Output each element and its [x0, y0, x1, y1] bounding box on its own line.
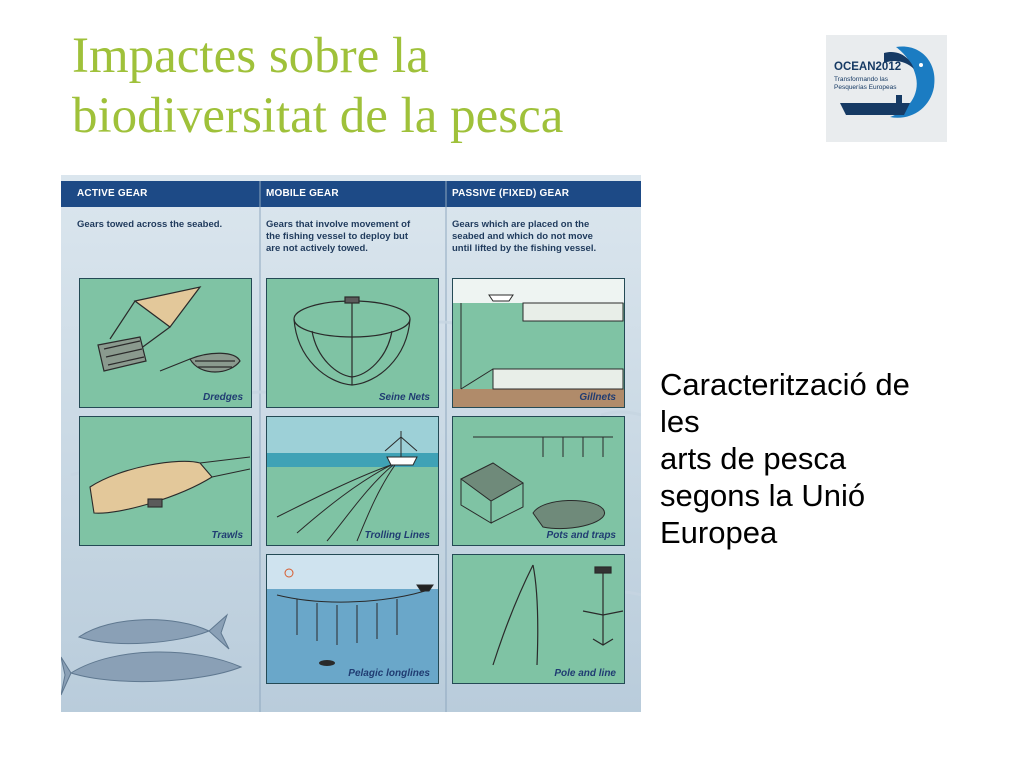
slide-title	[72, 26, 772, 146]
column-header-active: ACTIVE GEAR	[77, 188, 148, 199]
logo-subtitle-line-2: Pesquerías Europeas	[834, 83, 897, 91]
ocean2012-logo	[826, 35, 947, 142]
pots-and-traps-icon	[453, 417, 624, 545]
column-description-mobile: Gears that involve movement of the fishing vessel to deploy but are not actively towed.	[266, 219, 411, 254]
panel-label-dredges: Dredges	[202, 392, 243, 403]
panel-label-seine-nets: Seine Nets	[378, 392, 430, 403]
logo-name: OCEAN2012	[834, 61, 902, 73]
panel-pole-and-line	[452, 554, 625, 684]
panel-label-gillnets: Gillnets	[579, 392, 616, 403]
caption	[660, 366, 1000, 551]
panel-pots-and-traps	[452, 416, 625, 546]
panel-trawls	[79, 416, 252, 546]
pole-and-line-icon	[453, 555, 624, 683]
caption-line-1: Caracterització de	[660, 367, 910, 402]
column-description-passive: Gears which are placed on the seabed and which do not move until lifted by the fishing vessel.	[452, 219, 597, 254]
caption-line-5: Europea	[660, 515, 778, 550]
panel-gillnets	[452, 278, 625, 408]
column-header-passive: PASSIVE (FIXED) GEAR	[452, 188, 570, 199]
caption-line-2: les	[660, 404, 700, 439]
panel-pelagic-longlines	[266, 554, 439, 684]
dredge-icon	[80, 279, 251, 407]
panel-label-trawls: Trawls	[211, 530, 243, 541]
panel-label-pole-and-line: Pole and line	[554, 668, 616, 679]
panel-label-pelagic-longlines: Pelagic longlines	[348, 668, 430, 679]
trolling-lines-icon	[267, 417, 438, 545]
caption-line-4: segons la Unió	[660, 478, 866, 513]
panel-trolling-lines	[266, 416, 439, 546]
title-line-1: Impactes sobre la	[72, 28, 429, 84]
panel-label-trolling-lines: Trolling Lines	[364, 530, 430, 541]
column-description-active: Gears towed across the seabed.	[77, 219, 223, 230]
logo-subtitle	[834, 76, 897, 91]
title-line-2: biodiversitat de la pesca	[72, 88, 564, 144]
logo-subtitle-line-1: Transformando las	[834, 76, 888, 83]
panel-seine-nets	[266, 278, 439, 408]
panel-dredges	[79, 278, 252, 408]
panel-label-pots-and-traps: Pots and traps	[546, 530, 616, 541]
column-header-mobile: MOBILE GEAR	[266, 188, 339, 199]
pelagic-longlines-icon	[267, 555, 438, 683]
caption-line-3: arts de pesca	[660, 441, 847, 476]
fishing-gear-figure	[61, 175, 641, 712]
seine-net-icon	[267, 279, 438, 407]
gillnet-icon	[453, 279, 624, 407]
trawl-icon	[80, 417, 251, 545]
